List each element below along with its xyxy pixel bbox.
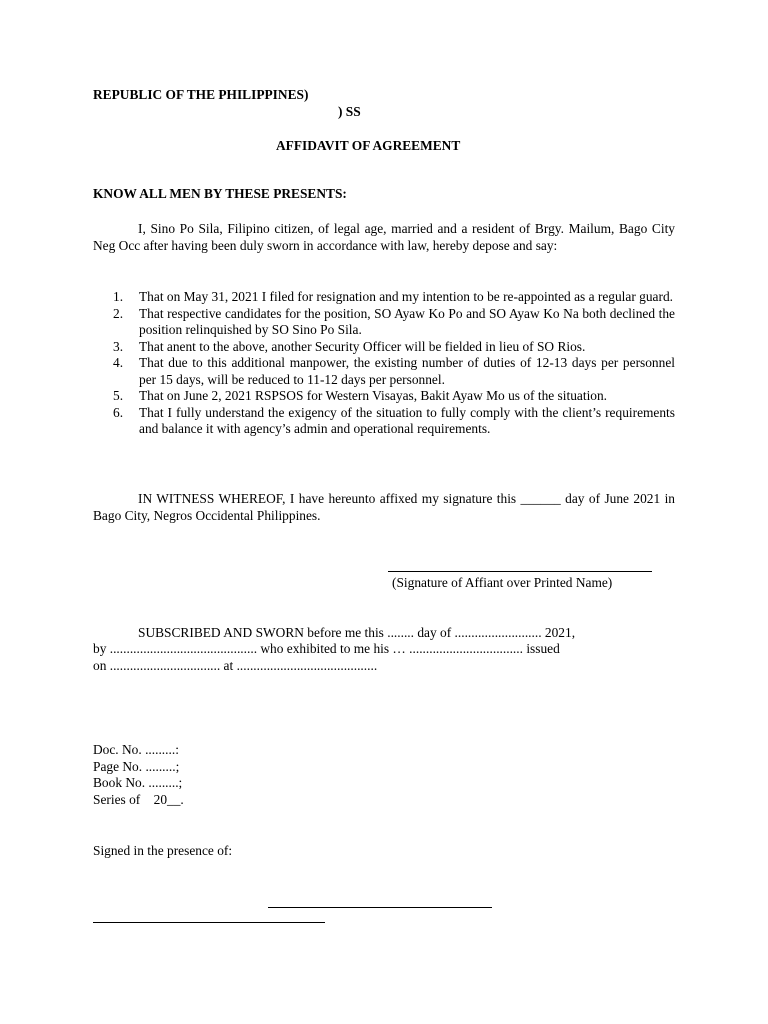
list-item-number: 3.	[113, 338, 124, 354]
affiant-signature-line	[388, 571, 652, 572]
list-item-text: That on June 2, 2021 RSPSOS for Western Visayas, Bakit Ayaw Mo us of the situation.	[139, 388, 608, 403]
list-item-text: That on May 31, 2021 I filed for resignation and my intention to be re-appointed as a regular guard.	[139, 289, 673, 304]
doc-number: Doc. No. .........:	[93, 742, 179, 757]
subscribed-line-1: SUBSCRIBED AND SWORN before me this ........ day of .......................... 2021,	[138, 625, 576, 640]
list-item-number: 6.	[113, 404, 124, 420]
book-number: Book No. .........;	[93, 775, 183, 790]
series-year: Series of 20__.	[93, 792, 184, 807]
list-item-number: 4.	[113, 355, 124, 370]
list-item-number: 1.	[113, 289, 124, 304]
page-number: Page No. .........;	[93, 759, 180, 774]
republic-heading: REPUBLIC OF THE PHILIPPINES)	[93, 87, 309, 102]
know-all-heading: KNOW ALL MEN BY THESE PRESENTS:	[93, 186, 347, 201]
document-title: AFFIDAVIT OF AGREEMENT	[276, 138, 461, 153]
list-item-text: That anent to the above, another Security Officer will be fielded in lieu of SO Rios.	[139, 338, 586, 354]
list-item-text: That I fully understand the exigency of the situation to fully comply with the client’s requirements and balance it with agency’s admin and operational requirements.	[139, 404, 675, 436]
deposition-list	[93, 289, 675, 438]
affiant-caption: (Signature of Affiant over Printed Name)	[392, 575, 613, 590]
list-item-number: 5.	[113, 388, 124, 403]
list-item	[93, 405, 675, 438]
list-item	[93, 289, 675, 306]
subscribed-line-2: by ............................................ who exhibited to me his … .................................. issued	[93, 641, 560, 656]
subscribed-line-3: on ................................. at ..........................................	[93, 658, 378, 673]
list-item-text: That due to this additional manpower, the existing number of duties of 12-13 days per personnel per 15 days, will be reduced to 11-12 days per personnel.	[139, 355, 675, 387]
list-item-number: 2.	[113, 305, 124, 321]
signed-presence-label: Signed in the presence of:	[93, 843, 233, 858]
witness-paragraph: IN WITNESS WHEREOF, I have hereunto affixed my signature this ______ day of June 2021 in Bago City, Negros Occidental Philippines.	[93, 491, 675, 523]
list-item-text: That respective candidates for the position, SO Ayaw Ko Po and SO Ayaw Ko Na both declined the position relinquished by SO Sino Po Sila.	[139, 305, 675, 337]
list-item	[93, 306, 675, 339]
list-item	[93, 339, 675, 356]
witness-signature-line-1	[268, 907, 492, 908]
list-item	[93, 355, 675, 388]
list-item	[93, 388, 675, 405]
intro-paragraph: I, Sino Po Sila, Filipino citizen, of legal age, married and a resident of Brgy. Mailum, Bago City Neg Occ after having been duly sworn in accordance with law, hereby depose and say:	[93, 221, 675, 253]
witness-signature-line-2	[93, 922, 325, 923]
ss-venue: ) SS	[338, 104, 361, 119]
